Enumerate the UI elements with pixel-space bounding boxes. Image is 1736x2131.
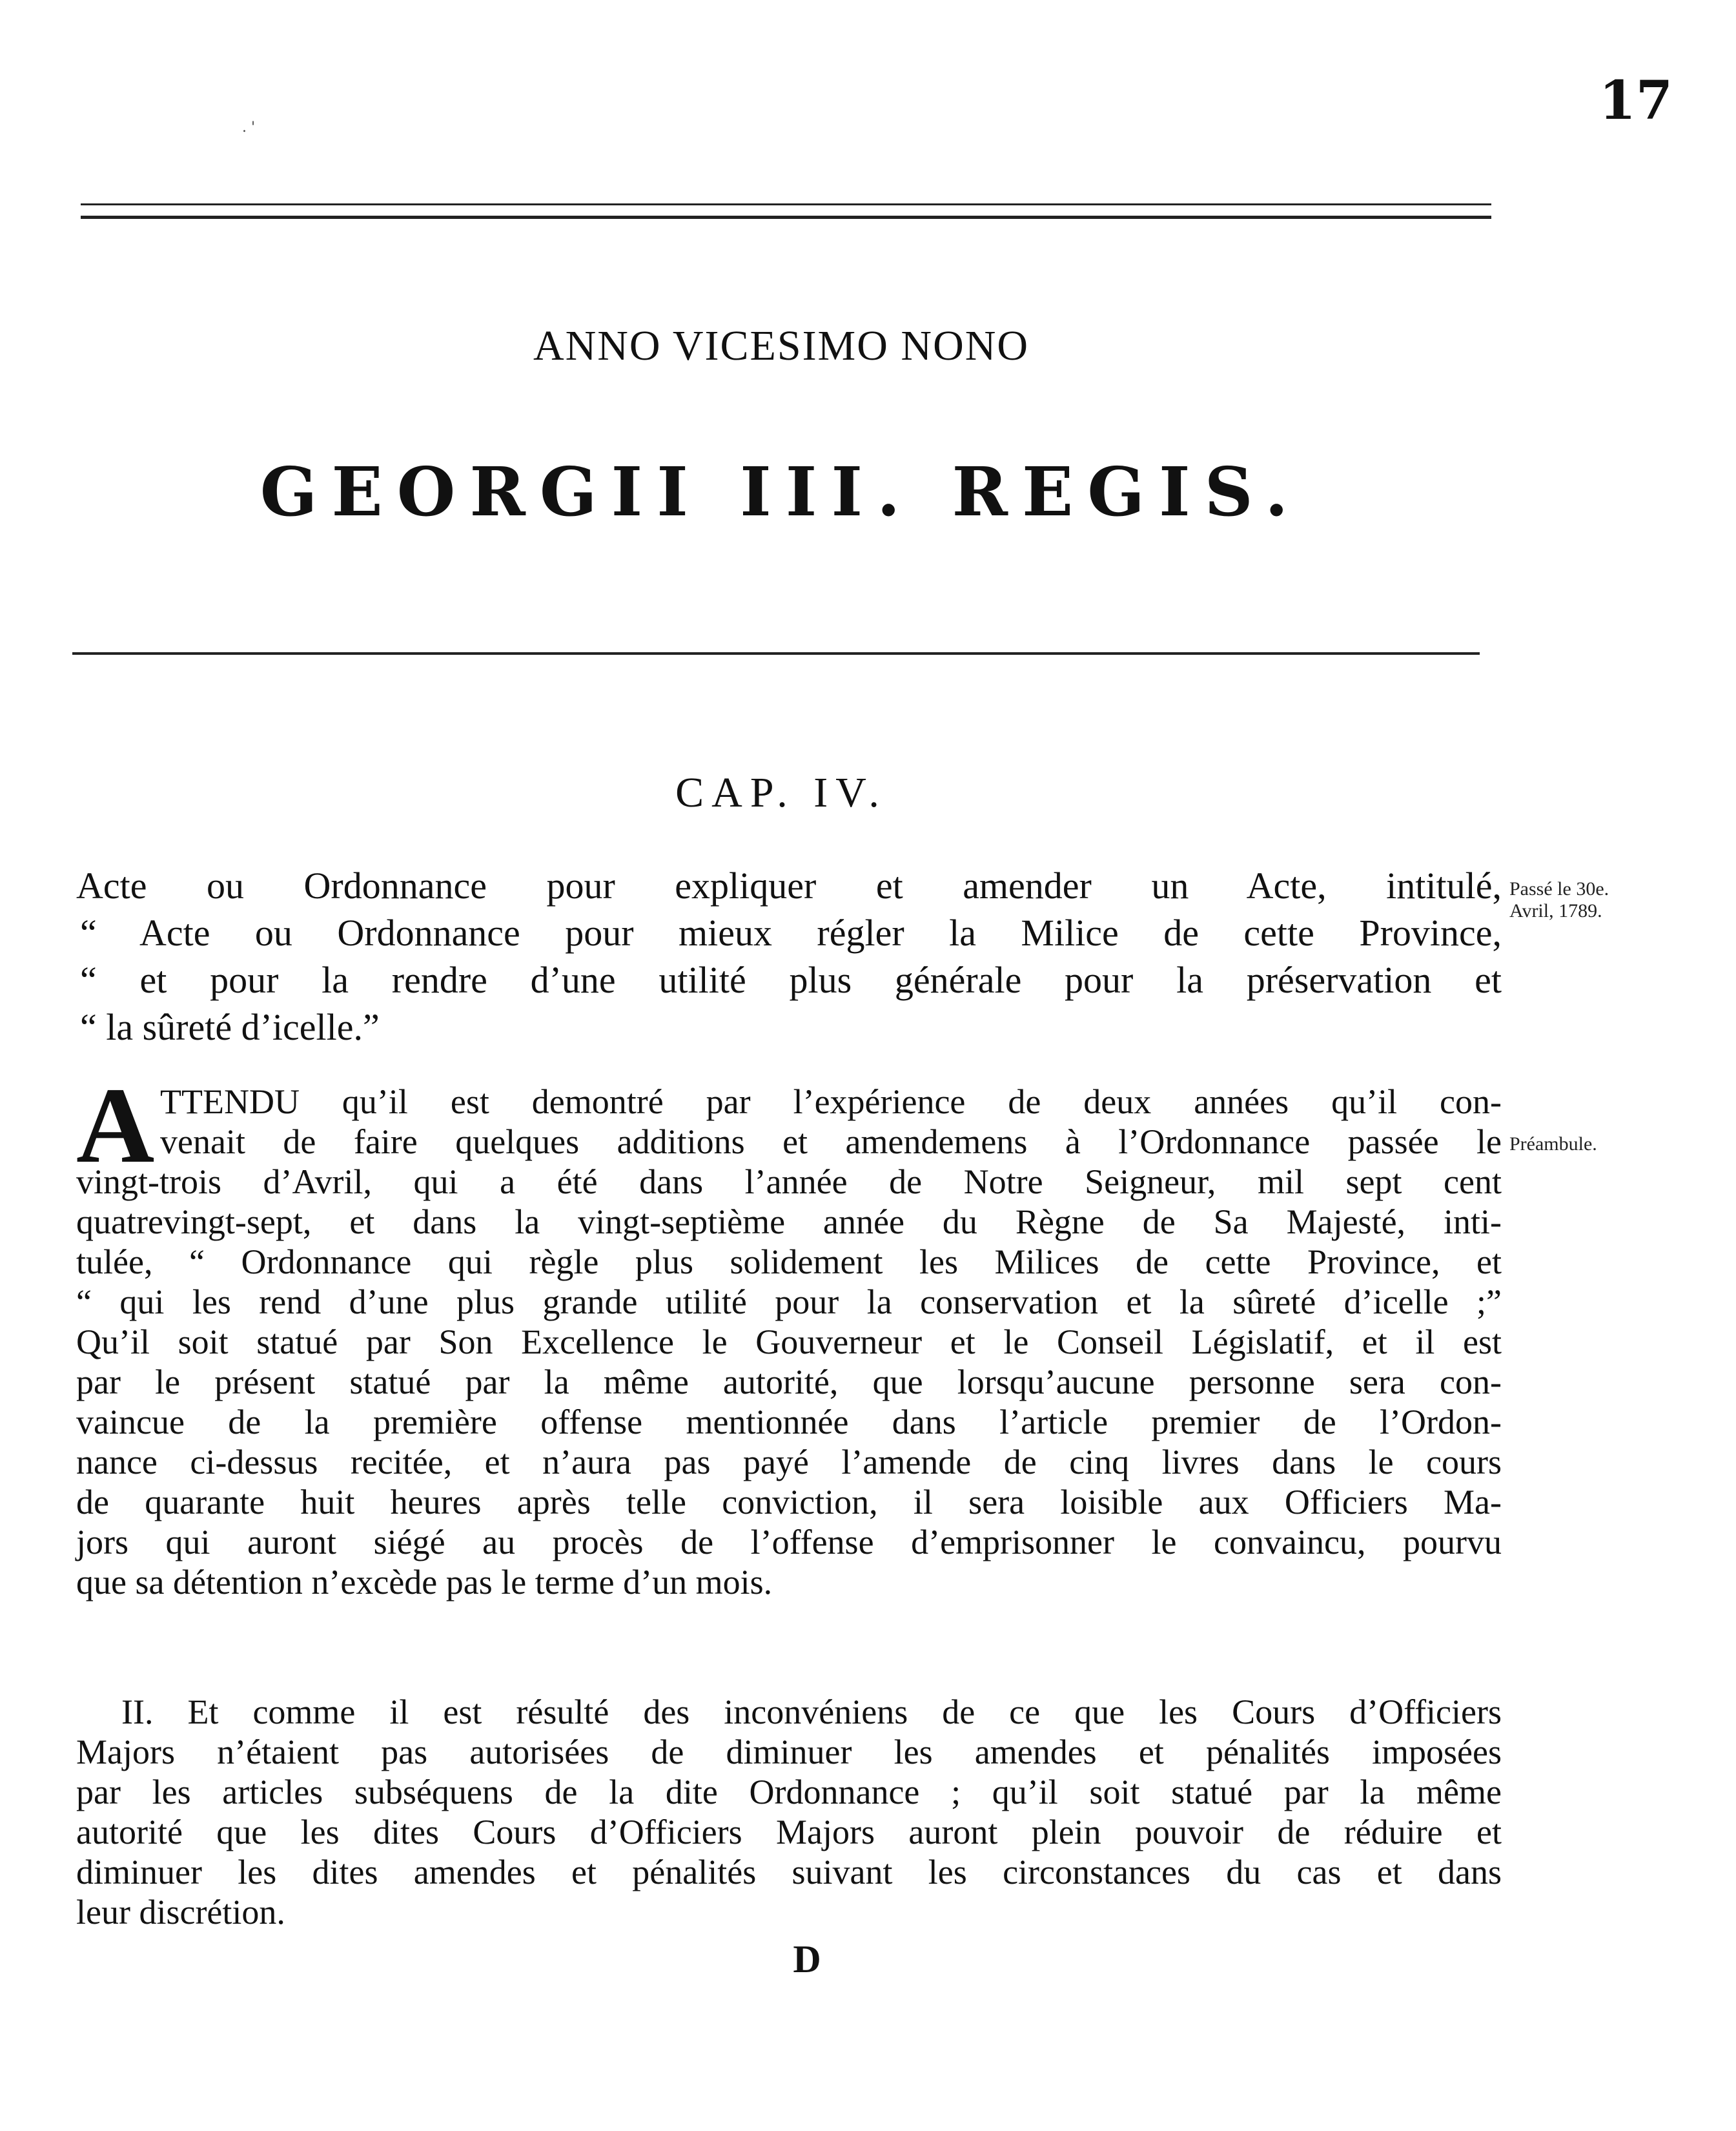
margin-note-passed-line-2: Avril, 1789. [1509,900,1602,921]
margin-note-passed [1509,878,1609,922]
act-title-line: “ la sûreté d’icelle.” [80,1006,380,1048]
act-title-line: “ Acte ou Ordonnance pour mieux régler la Milice de cette Province, [80,912,1502,954]
top-double-rule [81,203,1491,219]
body-line: “ qui les rend d’une plus grande utilité pour la conservation et la sûreté d’icelle ;” [76,1282,1502,1321]
print-specks: . ' [242,119,256,136]
body-line: vingt-trois d’Avril, qui a été dans l’année de Notre Seigneur, mil sept cent [76,1162,1502,1201]
preamble-body [76,1082,1502,1602]
section-two-line: diminuer les dites amendes et pénalités suivant les circonstances du cas et dans [76,1853,1502,1891]
margin-note-passed-line-1: Passé le 30e. [1509,878,1609,900]
act-title-line: “ et pour la rendre d’une utilité plus générale pour la préservation et [80,959,1502,1001]
signature-mark: D [793,1938,821,1981]
body-line: nance ci-dessus recitée, et n’aura pas payé l’amende de cinq livres dans le cours [76,1443,1502,1481]
margin-note-preamble: Préambule. [1509,1133,1597,1155]
section-two-line: par les articles subséquens de la dite Ordonnance ; qu’il soit statué par la même [76,1773,1502,1811]
section-two-line: leur discrétion. [76,1893,285,1931]
regnal-heading: GEORGII III. REGIS. [260,452,1303,531]
body-line: vaincue de la première offense mentionnée dans l’article premier de l’Ordon- [76,1403,1502,1441]
anno-heading: ANNO VICESIMO NONO [533,322,1030,369]
section-two-line: II. Et comme il est résulté des inconvéniens de ce que les Cours d’Officiers [121,1693,1502,1731]
section-two-line: autorité que les dites Cours d’Officiers Majors auront plein pouvoir de réduire et [76,1813,1502,1851]
body-line: tulée, “ Ordonnance qui règle plus solidement les Milices de cette Province, et [76,1242,1502,1281]
drop-cap: A [76,1066,155,1186]
act-title [76,862,1502,1051]
body-line: TTENDU qu’il est demontré par l’expérience de deux années qu’il con- [160,1082,1502,1121]
body-line: de quarante huit heures après telle conviction, il sera loisible aux Officiers Ma- [76,1483,1502,1521]
body-line: jors qui auront siégé au procès de l’offense d’emprisonner le convaincu, pourvu [76,1523,1502,1561]
chapter-heading: CAP. IV. [675,769,887,816]
act-title-line: Acte ou Ordonnance pour expliquer et amender un Acte, intitulé, [76,865,1502,907]
page-number: 17 [1598,70,1673,132]
body-line: venait de faire quelques additions et amendemens à l’Ordonnance passée le [160,1122,1502,1161]
body-line: par le présent statué par la même autorité, que lorsqu’aucune personne sera con- [76,1363,1502,1401]
body-line: que sa détention n’excède pas le terme d’un mois. [76,1563,773,1601]
section-two [76,1692,1502,1932]
section-two-line: Majors n’étaient pas autorisées de diminuer les amendes et pénalités imposées [76,1733,1502,1771]
body-line: quatrevingt-sept, et dans la vingt-septième année du Règne de Sa Majesté, inti- [76,1202,1502,1241]
body-line: Qu’il soit statué par Son Excellence le Gouverneur et le Conseil Législatif, et il est [76,1323,1502,1361]
heading-rule [72,652,1480,655]
